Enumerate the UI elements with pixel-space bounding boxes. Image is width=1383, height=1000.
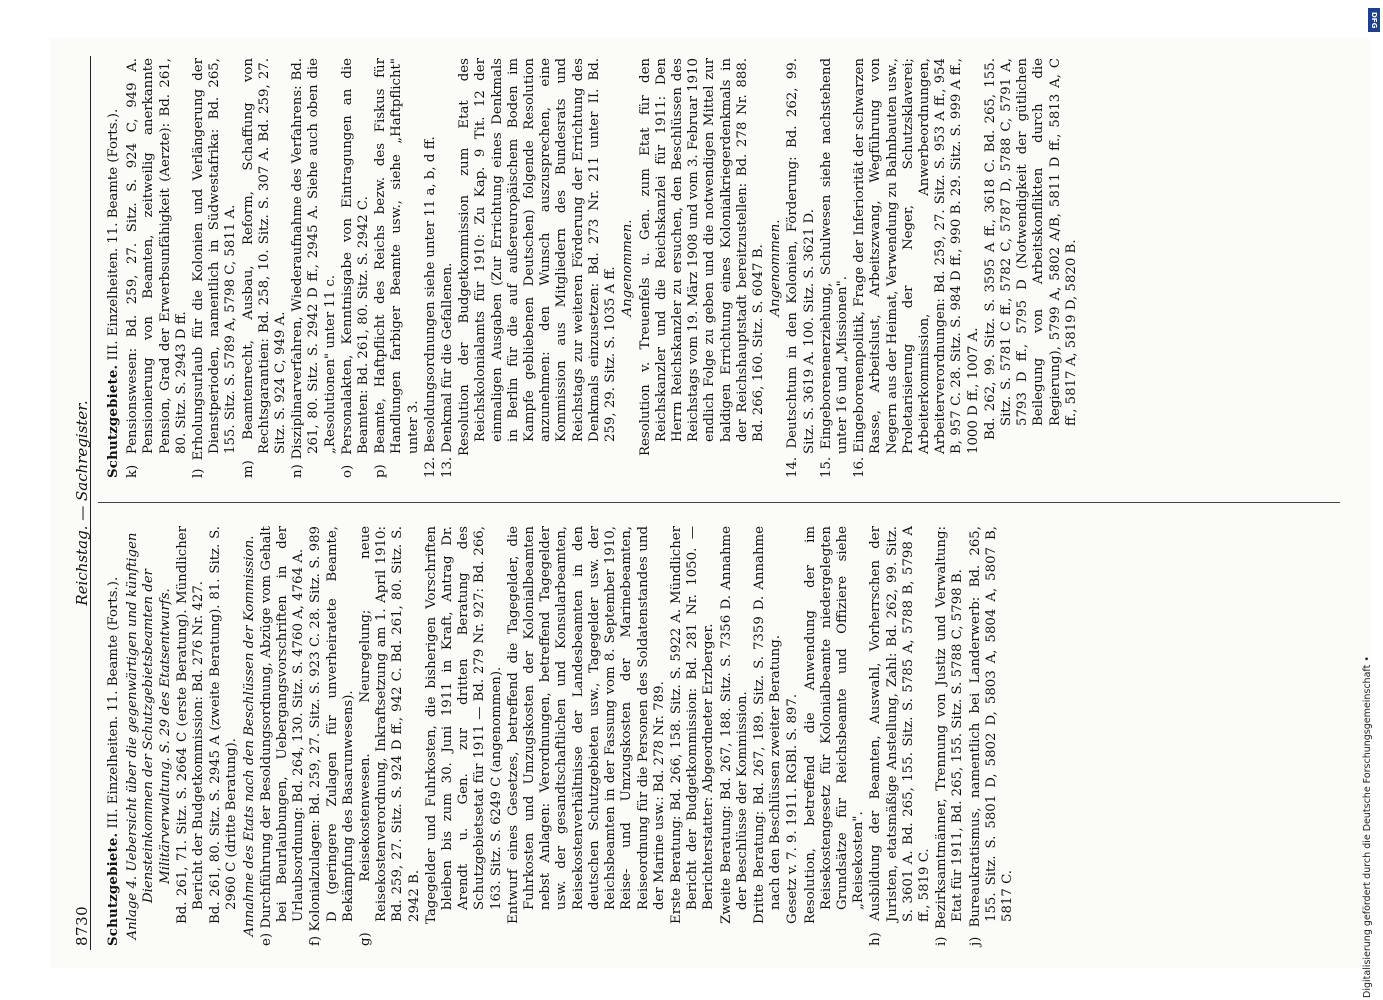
- column-heading: [106, 58, 122, 478]
- register-entry: Resolution v. Treuenfels u. Gen. zum Etat für den Reichskanzler und die Reichskanzlei für 1911: Den Herrn Reichskanzler zu ersuchen, den Beschlüssen des Reichstags vom 19. März 1908 und vom 3. Februar 1910 endlich Folge zu geben und die notwendigen Mittel zur baldigen Errichtung eines Kolonialkriegerdenkmals in der Reichshauptstadt bereitzustellen: Bd. 278 Nr. 888. Bd. 266, 160. Sitz. S. 6047 B.: [637, 57, 766, 456]
- register-entry: 14. Deutschtum in den Kolonien, Förderung: Bd. 262, 99. Sitz. S. 3619 A. 100. Sitz. S. 3621 D.: [785, 58, 817, 478]
- register-entry: l) Erholungsurlaub für die Kolonien und Verlängerung der Dienstperioden, namentlich in Südwestafrika: Bd. 265, 155. Sitz. S. 5789 A, 5798 C, 5811 A.: [191, 58, 239, 478]
- register-entry: Erste Beratung: Bd. 266, 158. Sitz. S. 5922 A. Mündlicher Bericht der Budgetkommission: Bd. 281 Nr. 1050. — Berichterstatter: Abgeordneter Erzberger.: [668, 526, 717, 924]
- column-divider: [98, 502, 1340, 503]
- register-entry: Gesetz v. 7. 9. 1911. RGBl. S. 897.: [785, 693, 801, 924]
- digitization-credit: [1355, 8, 1377, 998]
- section-name: Schutzgebiete.: [106, 832, 121, 946]
- register-entry: Angenommen.: [620, 219, 636, 317]
- register-entry: o) Personalakten, Kenntnisgabe von Eintragungen an die Beamten: Bd. 261, 80. Sitz. S. 2942 C.: [339, 58, 372, 478]
- register-entry: Bd. 261, 80. Sitz. S. 2945 A (zweite Beratung). 81. Sitz. S. 2960 C (dritte Beratung).: [208, 526, 240, 924]
- register-entry: h) Ausbildung der Beamten, Auswahl, Vorherrschen der Juristen, etatsmäßige Anstellung, Zahl: Bd. 262, 99. Sitz. S. 3601 A. Bd. 265, 155. Sitz. S. 5785 A, 5788 B, 5798 A ff., 5819 C.: [868, 526, 932, 946]
- register-entry: j) Bureaukratismus, namentlich bei Landerwerb: Bd. 265, 155. Sitz. S. 5801 D, 5802 D, 5803 A, 5804 A, 5807 B, 5817 C.: [967, 526, 1015, 946]
- register-entry: Resolution, betreffend die Anwendung der im Reisekostengesetz für Kolonialbeamte niedergelegten Grundsätze für Reichsbeamte und Offiziere siehe „Reisekosten".: [802, 526, 867, 924]
- register-entry: Entwurf eines Gesetzes, betreffend die Tagegelder, die Fuhrkosten und Umzugskosten der Kolonialbeamten nebst Anlagen: Verordnungen, betreffend Tagegelder usw. der gesandtschaftlichen und Konsularbeamten, Reisekostenverhältnisse der Landesbeamten in den deutschen Schutzgebieten usw., Tagegelder usw. der Reichsbeamten in der Fassung vom 8. September 1910, Reise- und Umzugskosten der Marinebeamten, Reiseordnung für die Personen des Soldatenstandes und der Marine usw.: Bd. 278 Nr. 789.: [505, 526, 667, 924]
- register-entry: Dritte Beratung: Bd. 267, 189. Sitz. S. 7359 D. Annahme nach den Beschlüssen zweiter Beratung.: [751, 526, 784, 924]
- register-entry: m) Beamtenrecht, Ausbau, Reform, Schaffung von Rechtsgarantien: Bd. 258, 10. Sitz. S. 307 A. Bd. 259, 27. Sitz. S. 924 C, 949 A.: [240, 58, 289, 478]
- register-entry: n) Disziplinarverfahren, Wiederaufnahme des Verfahrens: Bd. 261, 80. Sitz. S. 2942 D ff., 2945 A. Siehe auch oben die „Resolutionen" unter 11 c.: [290, 58, 338, 478]
- register-entry: 16. Eingeborenenpolitik, Frage der Inferiorität der schwarzen Rasse, Arbeitslust, Arbeitszwang, Wegführung von Negern aus der Heimat, Verwendung zu Bahnbauten usw., Proletarisierung der Neger, Schutzsklaverei; Arbeiterkommission, Anwerbeordnungen, Arbeiterverordnungen: Bd. 259, 27. Sitz. S. 953 A ff., 954 B, 957 C. 28. Sitz. S. 984 D ff., 990 B. 29. Sitz. S. 999 A ff., 1000 D ff., 1007 A.: [852, 58, 981, 478]
- running-title: Reichstag. — Sachregister.: [73, 400, 91, 606]
- register-entry: Resolution der Budgetkommission zum Etat des Reichskolonialamts für 1910: Zu Kap. 9 Tit. 12 der einmaligen Ausgaben (Zur Errichtung eines Denkmals in Berlin für die auf außereuropäischem Boden im Kampfe gebliebenen Deutschen) folgende Resolution anzunehmen: den Wunsch auszusprechen, eine Kommission aus Mitgliedern des Bundesrats und Reichstags zur weiteren Förderung der Errichtung des Denkmals einzusetzen: Bd. 273 Nr. 211 unter II. Bd. 259, 29. Sitz. S. 1035 A ff.: [457, 58, 619, 456]
- register-entry: e) Durchführung der Besoldungsordnung, Abzüge vom Gehalt bei Beurlaubungen, Uebergangsvorschriften in der Urlaubsordnung: Bd. 264, 130. Sitz. S. 4760 A, 4764 A.: [258, 526, 307, 946]
- register-entry: Zweite Beratung: Bd. 267, 188. Sitz. S. 7356 D. Annahme der Beschlüsse der Kommission.: [718, 526, 750, 924]
- page-number: 8730: [73, 905, 91, 946]
- register-entry: 15. Eingeborenenerziehung, Schulwesen siehe nachstehend unter 16 und „Missionen".: [818, 58, 850, 478]
- register-entry: p) Beamte, Haftpflicht des Reichs bezw. des Fiskus für Handlungen farbiger Beamte usw., siehe „Haftpflicht" unter 3.: [373, 58, 421, 478]
- section-name: Schutzgebiete.: [106, 364, 121, 478]
- register-entry: k) Pensionswesen: Bd. 259, 27. Sitz. S. 924 C, 949 A. Pensionierung von Beamten, zeitweilig anerkannte Pension, Grad der Erwerbsunfähigkeit (Aerzte): Bd. 261, 80. Sitz. S. 2943 D ff.: [125, 58, 189, 478]
- register-entry: f) Kolonialzulagen: Bd. 259, 27. Sitz. S. 923 C. 28. Sitz. S. 989 D (geringere Zulagen für unverheiratete Beamte, Bekämpfung des Basarunwesens).: [308, 526, 356, 946]
- digitization-credit-text: Digitalisierung gefördert durch die Deutsche Forschungsgemeinschaft •: [1362, 656, 1373, 998]
- register-entry: 13. Denkmal für die Gefallenen.: [440, 262, 456, 478]
- right-column: [106, 58, 1081, 478]
- register-entry: Annahme des Etats nach den Beschlüssen der Kommission.: [241, 535, 257, 937]
- dfg-logo: DFG: [1368, 8, 1380, 32]
- register-entry: 12. Besoldungsordnungen siehe unter 11 a, b, d ff.: [422, 136, 438, 478]
- register-entry: Tagegelder und Fuhrkosten, die bisherigen Vorschriften bleiben bis zum 30. Juni 1911 in Kraft, Antrag Dr. Arendt u. Gen. zur dritten Beratung des Schutzgebietsetat für 1911 — Bd. 279 Nr. 927: Bd. 266, 163. Sitz. S. 6249 C (angenommen).: [423, 526, 504, 924]
- register-entry: i) Bezirksamtmänner, Trennung von Justiz und Verwaltung: Etat für 1911, Bd. 265, 155. Sitz. S. 5788 C, 5798 B.: [934, 526, 966, 946]
- section-path: III. Einzelheiten. 11. Beamte (Forts.).: [106, 576, 121, 829]
- header-rule: [90, 56, 91, 950]
- page-header: [70, 38, 98, 968]
- section-path: III. Einzelheiten. 11. Beamte (Forts.).: [106, 108, 121, 361]
- column-heading: [106, 526, 122, 946]
- register-entry: Anlage 4. Uebersicht über die gegenwärtigen und künftigen Diensteinkommen der Schutzgebietsbeamten der Militärverwaltung. S. 29 des Etatsentwurfs.: [125, 532, 173, 940]
- left-column: [106, 526, 1017, 946]
- register-entry: g) Reisekostenwesen. Neuregelung; neue Reisekostenverordnung, Inkraftsetzung am 1. April 1910: Bd. 259, 27. Sitz. S. 924 D ff., 942 C. Bd. 261, 80. Sitz. S. 2942 B.: [358, 526, 422, 946]
- register-entry: Bd. 262, 99. Sitz. S. 3595 A ff., 3618 C. Bd. 265, 155. Sitz. S. 5781 C ff., 5782 C, 5787 D, 5788 C, 5791 A, 5793 D ff., 5795 D (Notwendigkeit der gütlichen Beilegung von Arbeitskonflikten durch die Regierung), 5799 A, 5802 A/B, 5811 D ff., 5813 A, C ff., 5817 A, 5819 D, 5820 B.: [982, 58, 1079, 440]
- document-page: [50, 38, 1370, 968]
- register-entry: Bd. 261, 71. Sitz. S. 2664 C (erste Beratung). Mündlicher Bericht der Budgetkommission: Bd. 276 Nr. 427.: [174, 526, 207, 924]
- register-entry: Angenommen.: [768, 219, 784, 317]
